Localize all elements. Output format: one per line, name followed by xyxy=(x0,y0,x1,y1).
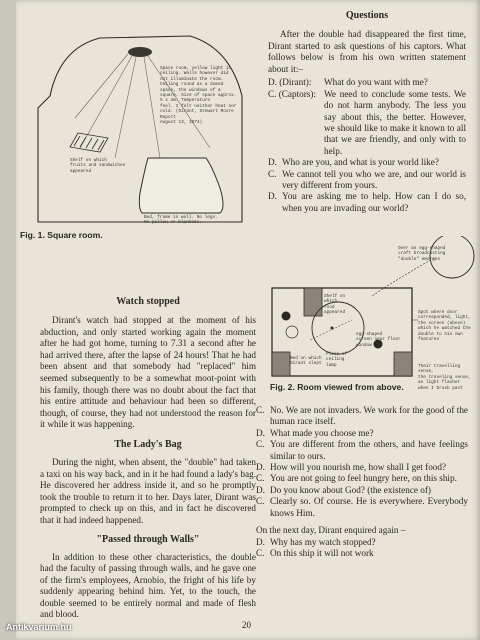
dialogue-line: D. Do you know about God? (the existence of) xyxy=(256,484,431,495)
dialogue-line: C. We cannot tell you who we are, and our world is very different from yours. xyxy=(268,168,466,191)
paragraph-watch: Dirant's watch had stopped at the moment of his abduction, and only started working again the moment after he had got home, turning to 7.31 a second after he had arrived there, after the lapse of 24 hours! That he had been absent and that somebody had "replaced" him seemed subsequently to be a somewhat moot-point with his family, though there was no doubt about the fact that his entire attitude and behaviour had been so different, though, of course, they had not understood the reason for it while it was happening. xyxy=(40,315,256,430)
page-number: 20 xyxy=(242,620,251,630)
closing-line: On the next day, Dirant enquired again – xyxy=(256,525,406,536)
note-food-shelf-2: Shelf on which food appeared xyxy=(324,294,346,316)
note-bed-slept: Bed on which Dirant slept xyxy=(290,356,322,367)
dialogue-line: D. (Dirant): What do you want with me? xyxy=(268,77,428,88)
note-travel-sense: Their travelling sense, the traveling sense, an light flasher when I brush past xyxy=(418,364,471,391)
dialogue-line: C. No. We are not invaders. We work for the good of the human race itself. xyxy=(256,405,468,427)
heading-ladys-bag: The Lady's Bag xyxy=(114,438,182,450)
paragraph-walls: In addition to these other characteristics, the double had the faculty of passing through walls, and he gave one of the firm's employees, Arnobio, the fright of his life by suddenly appearing behind him. Yet, to the touch, the double seemed to be entirely normal and made of flesh and blood. xyxy=(40,551,256,620)
figure-1 xyxy=(20,8,256,240)
heading-questions: Questions xyxy=(345,10,389,21)
note-food-shelf: Shelf on which fruits and sandwiches appeared xyxy=(70,158,126,174)
figure-2 xyxy=(252,236,476,396)
dialogue-line: C. Clearly so. Of course. He is everywhere. Everybody knows Him. xyxy=(256,496,468,518)
watermark: Antikvarium.hu xyxy=(6,622,72,632)
note-door-spot: Spot where door corresponded, light, the screen (above) which he watched the double to his own features xyxy=(418,310,471,343)
dialogue-line: D. Why has my watch stopped? xyxy=(256,536,376,547)
dialogue-line: D. What made you choose me? xyxy=(256,427,374,438)
heading-passed-through-walls: "Passed through Walls" xyxy=(96,533,200,545)
dialogue-line: C. You are different from the others, and have feelings similar to ours. xyxy=(256,439,468,461)
figure-2-caption: Fig. 2. Room viewed from above. xyxy=(270,382,404,392)
figure-1-caption: Fig. 1. Square room. xyxy=(20,230,103,240)
magazine-page xyxy=(16,0,480,640)
dialogue-line: D. You are asking me to help. How can I do so, when you are invading our world? xyxy=(268,191,466,213)
note-bed: Bed, frame in wall. No legs. No pillow or blankets. xyxy=(144,215,218,226)
note-egg-craft: Over an egg-shaped craft broadcasting "double" emerges xyxy=(398,246,446,262)
heading-watch-stopped: Watch stopped xyxy=(116,296,180,307)
note-ceiling-lamp: Place of ceiling lamp xyxy=(326,352,348,368)
questions-intro: After the double had disappeared the first time, Dirant started to ask questions of his captors. What follows below is from his own written statement about it:– xyxy=(268,29,466,74)
right-column-bottom xyxy=(256,405,468,559)
dialogue-line: D. How will you nourish me, how shall I get food? xyxy=(256,462,447,473)
paragraph-bag: During the night, when absent, the "double" had taken a taxi on his way back, and in it he had found a lady's bag. He discovered her address inside it, and so he promptly took the trouble to return it to her. Days later, Dirant was prompted to check up on this, and in fact he discovered that it had indeed happened. xyxy=(40,456,256,525)
note-screen: egg-shaped screen near floor window xyxy=(356,332,401,348)
note-ceiling-light: Space room, yellow light in ceiling. Walls however did not illuminate the room. Ceiling round as a domed space, the windows of a square. Size of space approx. 5 x 4m. Temperature feel. I felt neither heat nor cold. (Dirant, Stewart Moore Report August 13, 1974) xyxy=(160,66,237,126)
dialogue-line: C. You are not going to feel hungry here, on this ship. xyxy=(256,473,457,484)
dialogue-line: C. (Captors): We need to conclude some tests. We do not harm anybody. The less you say about this, the better. However, we should like to make it known to all that we are friendly, and only with to help. xyxy=(268,88,466,156)
right-column-top xyxy=(268,10,466,214)
dialogue-line: D. Who are you, and what is your world like? xyxy=(268,157,439,168)
left-column xyxy=(40,296,256,623)
dialogue-line: C. On this ship it will not work xyxy=(256,548,374,559)
